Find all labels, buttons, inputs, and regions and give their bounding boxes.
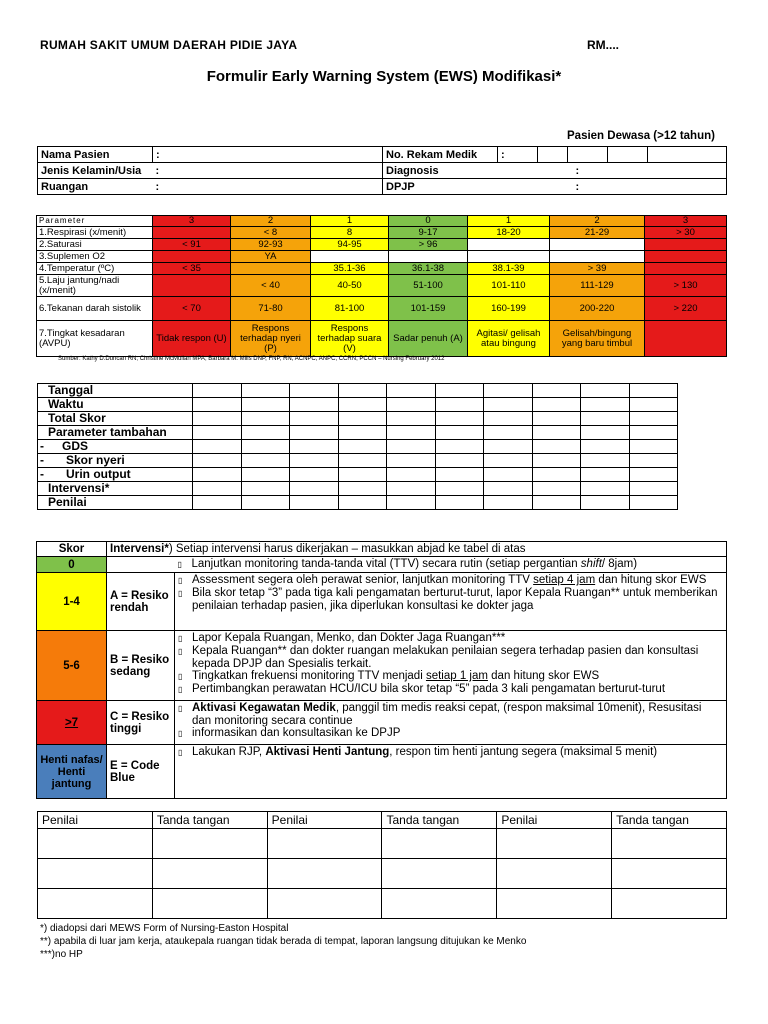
monitor-cell[interactable]: [435, 496, 484, 510]
monitor-cell[interactable]: [484, 384, 533, 398]
monitor-cell[interactable]: [629, 426, 678, 440]
cat-resiko-sedang: B = Resiko sedang: [107, 631, 175, 701]
param-cell: [389, 251, 468, 263]
param-cell: 38.1-39: [468, 263, 550, 275]
monitor-cell[interactable]: [193, 398, 242, 412]
monitor-cell[interactable]: [193, 426, 242, 440]
param-cell: > 39: [550, 263, 645, 275]
param-cell: 94-95: [311, 239, 389, 251]
param-cell: 8: [311, 227, 389, 239]
field-ruangan[interactable]: :: [153, 179, 383, 195]
param-cell: < 70: [153, 297, 231, 321]
intervention-7: ▯ Aktivasi Kegawatan Medik, panggil tim medis reaksi cepat, (respon maksimal 10menit), Resusitasi dan monitoring secara continue ▯ informasikan dan konsultasikan ke DPJP: [175, 701, 727, 745]
sign-cell[interactable]: [612, 859, 727, 889]
monitor-cell[interactable]: [581, 482, 630, 496]
param-cell: [153, 251, 231, 263]
footnotes: [40, 922, 526, 961]
monitor-cell[interactable]: [532, 482, 581, 496]
monitor-cell[interactable]: [387, 482, 436, 496]
param-label: 7.Tingkat kesadaran (AVPU): [37, 321, 153, 357]
param-head-score: 3: [153, 216, 231, 227]
param-label: 5.Laju jantung/nadi (x/menit): [37, 275, 153, 297]
param-cell: 101-110: [468, 275, 550, 297]
sign-cell[interactable]: [38, 889, 153, 919]
sign-cell[interactable]: [382, 859, 497, 889]
monitor-cell[interactable]: [629, 468, 678, 482]
patient-info-table: [37, 146, 727, 195]
monitor-cell[interactable]: [435, 440, 484, 454]
monitor-cell[interactable]: [435, 454, 484, 468]
source-note: Sumber: Kathy D.Duncan RN; Christine McMullan MPA; Barbara M. Mills DNP, FNP, RN, ACNPC, ANPC, CCRN, PCCN – Nursing February 2012: [58, 356, 445, 362]
monitor-cell[interactable]: [532, 384, 581, 398]
monitor-cell[interactable]: [290, 468, 339, 482]
monitor-cell[interactable]: [193, 440, 242, 454]
field-diagnosis[interactable]: :: [498, 163, 727, 179]
param-cell: [153, 275, 231, 297]
monitor-cell[interactable]: [581, 412, 630, 426]
monitor-cell[interactable]: [532, 496, 581, 510]
param-cell: [153, 227, 231, 239]
sign-cell[interactable]: [497, 859, 612, 889]
monitor-cell[interactable]: [241, 454, 290, 468]
param-cell: [645, 263, 727, 275]
monitor-row-text: Penilai: [48, 495, 87, 509]
param-cell: > 220: [645, 297, 727, 321]
param-head-score: 2: [550, 216, 645, 227]
param-cell: [550, 239, 645, 251]
row-dash: -: [40, 439, 44, 453]
field-nama-pasien[interactable]: :: [153, 147, 383, 163]
sign-cell[interactable]: [152, 829, 267, 859]
param-cell: 101-159: [389, 297, 468, 321]
monitor-cell[interactable]: [629, 398, 678, 412]
intervention-1-4: ▯ Assessment segera oleh perawat senior, lanjutkan monitoring TTV setiap 4 jam dan hitung skor EWS ▯ Bila skor tetap “3” pada tiga kali pengamatan berturut-turut, lapor Kepala Ruangan** untuk memberikan penilaian terhadap pasien, jika diperlukan konsultasi ke dokter jaga: [175, 573, 727, 631]
monitor-cell[interactable]: [387, 412, 436, 426]
param-head-score: 0: [389, 216, 468, 227]
monitor-cell[interactable]: [484, 482, 533, 496]
sign-head: Penilai: [497, 812, 612, 829]
param-cell: 92-93: [231, 239, 311, 251]
param-cell: 21-29: [550, 227, 645, 239]
sign-cell[interactable]: [267, 889, 382, 919]
param-cell: 81-100: [311, 297, 389, 321]
score-henti: Henti nafas/ Henti jantung: [37, 745, 107, 799]
cat-0: [107, 557, 175, 573]
monitor-row-label: [38, 398, 193, 412]
sign-cell[interactable]: [152, 859, 267, 889]
monitor-cell[interactable]: [629, 440, 678, 454]
monitor-cell[interactable]: [338, 496, 387, 510]
monitor-cell[interactable]: [532, 468, 581, 482]
param-cell: > 30: [645, 227, 727, 239]
monitor-cell[interactable]: [290, 454, 339, 468]
monitor-cell[interactable]: [387, 440, 436, 454]
monitor-cell[interactable]: [338, 468, 387, 482]
monitor-row-text: Skor nyeri: [66, 453, 125, 467]
monitor-cell[interactable]: [532, 440, 581, 454]
sign-head: Tanda tangan: [152, 812, 267, 829]
monitor-row-text: GDS: [62, 439, 89, 453]
monitor-cell[interactable]: [435, 482, 484, 496]
row-dash: -: [40, 467, 44, 481]
monitor-cell[interactable]: [484, 440, 533, 454]
param-cell: Respons terhadap nyeri (P): [231, 321, 311, 357]
param-cell: Respons terhadap suara (V): [311, 321, 389, 357]
field-dpjp[interactable]: :: [498, 179, 727, 195]
monitor-cell[interactable]: [241, 426, 290, 440]
monitor-cell[interactable]: [241, 496, 290, 510]
monitor-row-label: [38, 496, 193, 510]
monitor-cell[interactable]: [581, 454, 630, 468]
monitor-row-text: Urin output: [66, 467, 131, 481]
monitor-cell[interactable]: [629, 412, 678, 426]
sign-cell[interactable]: [382, 889, 497, 919]
rm-label: RM....: [587, 38, 619, 52]
intervention-head: Intervensi*) Setiap intervensi harus dikerjakan – masukkan abjad ke tabel di atas: [107, 542, 727, 557]
param-label: 4.Temperatur (ºC): [37, 263, 153, 275]
score-1-4: 1-4: [37, 573, 107, 631]
monitor-row-text: Intervensi*: [48, 481, 110, 495]
intervention-0: ▯ Lanjutkan monitoring tanda-tanda vital (TTV) secara rutin (setiap pergantian shift/ 8jam): [175, 557, 727, 573]
monitor-cell[interactable]: [387, 398, 436, 412]
score-intervention-table: [36, 541, 727, 799]
monitor-cell[interactable]: [193, 454, 242, 468]
monitor-row-label: [38, 412, 193, 426]
param-cell: Sadar penuh (A): [389, 321, 468, 357]
param-cell: YA: [231, 251, 311, 263]
monitor-cell[interactable]: [581, 398, 630, 412]
monitor-cell[interactable]: [532, 426, 581, 440]
param-cell: [550, 251, 645, 263]
param-cell: < 91: [153, 239, 231, 251]
sign-cell[interactable]: [612, 829, 727, 859]
monitor-cell[interactable]: [290, 440, 339, 454]
monitor-cell[interactable]: [435, 384, 484, 398]
param-label: 3.Suplemen O2: [37, 251, 153, 263]
monitor-row-label: [38, 468, 193, 482]
monitor-row-label: [38, 482, 193, 496]
monitor-cell[interactable]: [193, 384, 242, 398]
param-head-label: Parameter: [37, 216, 153, 227]
monitor-cell[interactable]: [484, 398, 533, 412]
cat-resiko-tinggi: C = Resiko tinggi: [107, 701, 175, 745]
score-5-6: 5-6: [37, 631, 107, 701]
monitor-cell[interactable]: [290, 398, 339, 412]
param-cell: 160-199: [468, 297, 550, 321]
monitor-cell[interactable]: [484, 412, 533, 426]
intervention-5-6: ▯ Lapor Kepala Ruangan, Menko, dan Dokter Jaga Ruangan*** ▯ Kepala Ruangan** dan dokter ruangan melakukan penilaian segera terhadap pasien dan konsultasi kepada DPJP dan Spesialis terkait. ▯ Tingkatkan frekuensi monitoring TTV menjadi setiap 1 jam dan hitung skor EWS ▯ Pertimbangkan perawatan HCU/ICU bila skor tetap “5” pada 3 kali pengamatan berturut-turut: [175, 631, 727, 701]
footnote: **) apabila di luar jam kerja, ataukepala ruangan tidak berada di tempat, laporan langsung ditujukan ke Menko: [40, 936, 527, 947]
monitor-cell[interactable]: [532, 398, 581, 412]
sign-cell[interactable]: [497, 889, 612, 919]
param-cell: Gelisah/bingung yang baru timbul: [550, 321, 645, 357]
rekam-box-1[interactable]: [538, 147, 568, 163]
sign-head: Tanda tangan: [612, 812, 727, 829]
monitor-cell[interactable]: [435, 412, 484, 426]
label-dpjp: DPJP: [383, 179, 498, 195]
colon-rekam: :: [498, 147, 538, 163]
param-cell: < 40: [231, 275, 311, 297]
sign-head: Penilai: [267, 812, 382, 829]
cat-code-blue: E = Code Blue: [107, 745, 175, 799]
rekam-box-3[interactable]: [608, 147, 648, 163]
param-cell: [311, 251, 389, 263]
monitor-cell[interactable]: [581, 384, 630, 398]
param-cell: [468, 239, 550, 251]
monitor-row-label: [38, 426, 193, 440]
param-cell: 35.1-36: [311, 263, 389, 275]
monitor-row-label: [38, 440, 193, 454]
score-0: 0: [37, 557, 107, 573]
param-cell: 51-100: [389, 275, 468, 297]
monitor-cell[interactable]: [193, 468, 242, 482]
monitor-cell[interactable]: [581, 440, 630, 454]
monitor-cell[interactable]: [532, 454, 581, 468]
footnote: ***)no HP: [40, 949, 83, 960]
param-cell: 200-220: [550, 297, 645, 321]
ews-parameter-table: [36, 215, 727, 357]
monitor-cell[interactable]: [387, 384, 436, 398]
sign-cell[interactable]: [38, 859, 153, 889]
monitor-cell[interactable]: [241, 440, 290, 454]
monitor-cell[interactable]: [338, 412, 387, 426]
monitor-cell[interactable]: [241, 384, 290, 398]
param-cell: [645, 239, 727, 251]
monitor-row-text: Tanggal: [48, 383, 94, 397]
footnote: *) diadopsi dari MEWS Form of Nursing-Easton Hospital: [40, 923, 289, 934]
label-nama-pasien: Nama Pasien: [38, 147, 153, 163]
param-head-score: 1: [468, 216, 550, 227]
monitor-cell[interactable]: [629, 384, 678, 398]
monitor-row-text: Waktu: [48, 397, 84, 411]
monitor-cell[interactable]: [435, 426, 484, 440]
form-title: Formulir Early Warning System (EWS) Modifikasi*: [206, 68, 562, 85]
param-cell: [468, 251, 550, 263]
monitor-cell[interactable]: [241, 482, 290, 496]
monitor-cell[interactable]: [629, 496, 678, 510]
signature-table: [37, 811, 727, 919]
label-jenis-kelamin: Jenis Kelamin/Usia: [38, 163, 153, 179]
sign-cell[interactable]: [382, 829, 497, 859]
monitor-cell[interactable]: [290, 384, 339, 398]
label-diagnosis: Diagnosis: [383, 163, 498, 179]
sign-cell[interactable]: [152, 889, 267, 919]
monitor-cell[interactable]: [387, 426, 436, 440]
monitor-cell[interactable]: [581, 468, 630, 482]
sign-cell[interactable]: [267, 859, 382, 889]
label-no-rekam-medik: No. Rekam Medik: [383, 147, 498, 163]
monitor-cell[interactable]: [241, 412, 290, 426]
monitor-cell[interactable]: [338, 384, 387, 398]
param-cell: < 8: [231, 227, 311, 239]
param-cell: > 130: [645, 275, 727, 297]
monitor-cell[interactable]: [484, 454, 533, 468]
param-cell: 71-80: [231, 297, 311, 321]
monitor-cell[interactable]: [629, 482, 678, 496]
monitor-row-text: Parameter tambahan: [48, 425, 167, 439]
param-head-score: 2: [231, 216, 311, 227]
monitor-row-label: [38, 384, 193, 398]
rekam-box-4[interactable]: [648, 147, 727, 163]
param-label: 1.Respirasi (x/menit): [37, 227, 153, 239]
field-jenis-kelamin[interactable]: :: [153, 163, 383, 179]
monitor-cell[interactable]: [290, 412, 339, 426]
monitor-cell[interactable]: [193, 496, 242, 510]
param-head-score: 1: [311, 216, 389, 227]
monitor-cell[interactable]: [484, 426, 533, 440]
param-label: 6.Tekanan darah sistolik: [37, 297, 153, 321]
sign-cell[interactable]: [612, 889, 727, 919]
param-cell: 36.1-38: [389, 263, 468, 275]
monitor-cell[interactable]: [290, 496, 339, 510]
monitor-cell[interactable]: [241, 468, 290, 482]
monitor-cell[interactable]: [387, 454, 436, 468]
monitor-cell[interactable]: [484, 468, 533, 482]
monitoring-table: [37, 383, 727, 510]
label-ruangan: Ruangan: [38, 179, 153, 195]
monitor-cell[interactable]: [338, 482, 387, 496]
param-cell: 9-17: [389, 227, 468, 239]
intervention-code-blue: ▯ Lakukan RJP, Aktivasi Henti Jantung, respon tim henti jantung segera (maksimal 5 menit): [175, 745, 727, 799]
param-cell: Agitasi/ gelisah atau bingung: [468, 321, 550, 357]
sign-cell[interactable]: [497, 829, 612, 859]
monitor-cell[interactable]: [581, 426, 630, 440]
monitor-cell[interactable]: [532, 412, 581, 426]
monitor-cell[interactable]: [338, 454, 387, 468]
param-cell: [645, 321, 727, 357]
monitor-cell[interactable]: [193, 482, 242, 496]
param-cell: [645, 251, 727, 263]
monitor-cell[interactable]: [290, 482, 339, 496]
param-cell: [231, 263, 311, 275]
monitor-cell[interactable]: [338, 440, 387, 454]
param-label: 2.Saturasi: [37, 239, 153, 251]
monitor-cell[interactable]: [435, 398, 484, 412]
monitor-cell[interactable]: [629, 454, 678, 468]
sign-head: Tanda tangan: [382, 812, 497, 829]
monitor-row-label: [38, 454, 193, 468]
monitor-cell[interactable]: [290, 426, 339, 440]
monitor-cell[interactable]: [387, 468, 436, 482]
param-cell: 18-20: [468, 227, 550, 239]
monitor-cell[interactable]: [484, 496, 533, 510]
score-head: Skor: [37, 542, 107, 557]
patient-category: Pasien Dewasa (>12 tahun): [567, 130, 715, 142]
row-dash: -: [40, 453, 44, 467]
monitor-cell[interactable]: [387, 496, 436, 510]
monitor-cell[interactable]: [193, 412, 242, 426]
param-head-score: 3: [645, 216, 727, 227]
cat-resiko-rendah: A = Resiko rendah: [107, 573, 175, 631]
monitor-cell[interactable]: [581, 496, 630, 510]
score-7: >7: [37, 701, 107, 745]
sign-cell[interactable]: [267, 829, 382, 859]
sign-head: Penilai: [38, 812, 153, 829]
param-cell: 111-129: [550, 275, 645, 297]
hospital-name: RUMAH SAKIT UMUM DAERAH PIDIE JAYA: [40, 38, 298, 52]
monitor-row-text: Total Skor: [48, 411, 106, 425]
rekam-box-2[interactable]: [568, 147, 608, 163]
param-cell: 40-50: [311, 275, 389, 297]
param-cell: < 35: [153, 263, 231, 275]
monitor-cell[interactable]: [338, 426, 387, 440]
monitor-cell[interactable]: [338, 398, 387, 412]
sign-cell[interactable]: [38, 829, 153, 859]
monitor-cell[interactable]: [241, 398, 290, 412]
param-cell: Tidak respon (U): [153, 321, 231, 357]
monitor-cell[interactable]: [435, 468, 484, 482]
param-cell: > 96: [389, 239, 468, 251]
